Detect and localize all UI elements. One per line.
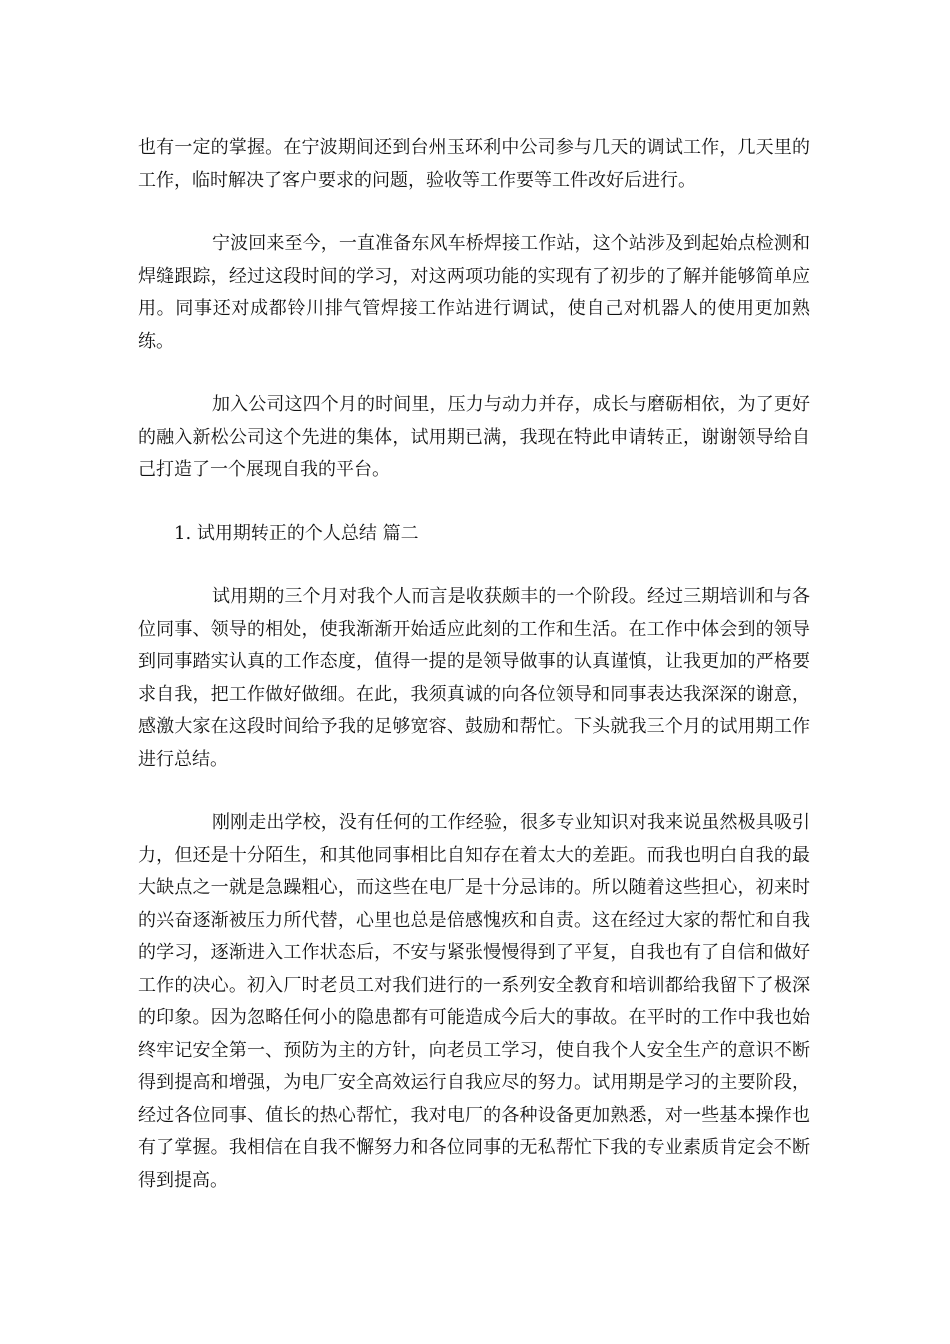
paragraph-just-graduated: 刚刚走出学校，没有任何的工作经验，很多专业知识对我来说虽然极具吸引力，但还是十分陌生，和其他同事相比自知存在着太大的差距。而我也明白自我的最大缺点之一就是急躁粗心，而这些在电厂是十分忌讳的。所以随着这些担心，初来时的兴奋逐渐被压力所代替，心里也总是倍感愧疚和自责。这在经过大家的帮忙和自我的学习，逐渐进入工作状态后，不安与紧张慢慢得到了平复，自我也有了自信和做好工作的决心。初入厂时老员工对我们进行的一系列安全教育和培训都给我留下了极深的印象。因为忽略任何小的隐患都有可能造成今后大的事故。在平时的工作中我也始终牢记安全第一、预防为主的方针，向老员工学习，使自我个人安全生产的意识不断得到提高和增强，为电厂安全高效运行自我应尽的努力。试用期是学习的主要阶段，经过各位同事、值长的热心帮忙，我对电厂的各种设备更加熟悉，对一些基本操作也有了掌握。我相信在自我不懈努力和各位同事的无私帮忙下我的专业素质肯定会不断得到提高。 bbox=[138, 812, 810, 1191]
paragraph-three-months: 试用期的三个月对我个人而言是收获颇丰的一个阶段。经过三期培训和与各位同事、领导的相处，使我渐渐开始适应此刻的工作和生活。在工作中体会到的领导到同事踏实认真的工作态度，值得一提的是领导做事的认真谨慎，让我更加的严格要求自我，把工作做好做细。在此，我须真诚的向各位领导和同事表达我深深的谢意，感激大家在这段时间给予我的足够宽容、鼓励和帮忙。下头就我三个月的试用期工作进行总结。 bbox=[138, 586, 810, 770]
paragraph-continuation: 也有一定的掌握。在宁波期间还到台州玉环利中公司参与几天的调试工作，几天里的工作，临时解决了客户要求的问题，验收等工作要等工件改好后进行。 bbox=[138, 137, 810, 191]
paragraph-ningbo-return: 宁波回来至今，一直准备东风车桥焊接工作站，这个站涉及到起始点检测和焊缝跟踪，经过这段时间的学习，对这两项功能的实现有了初步的了解并能够简单应用。同事还对成都铃川排气管焊接工作站进行调试，使自己对机器人的使用更加熟练。 bbox=[138, 233, 810, 352]
paragraph-gap bbox=[138, 776, 810, 807]
document-body bbox=[138, 132, 810, 1197]
section-heading: 1. 试用期转正的个人总结 篇二 bbox=[174, 522, 419, 544]
paragraph-gap bbox=[138, 358, 810, 389]
paragraph-gap bbox=[138, 197, 810, 228]
paragraph-gap bbox=[138, 487, 810, 518]
paragraph-gap bbox=[138, 550, 810, 581]
paragraph-four-months: 加入公司这四个月的时间里，压力与动力并存，成长与磨砺相依，为了更好的融入新松公司这个先进的集体，试用期已满，我现在特此申请转正，谢谢领导给自己打造了一个展现自我的平台。 bbox=[138, 394, 810, 480]
